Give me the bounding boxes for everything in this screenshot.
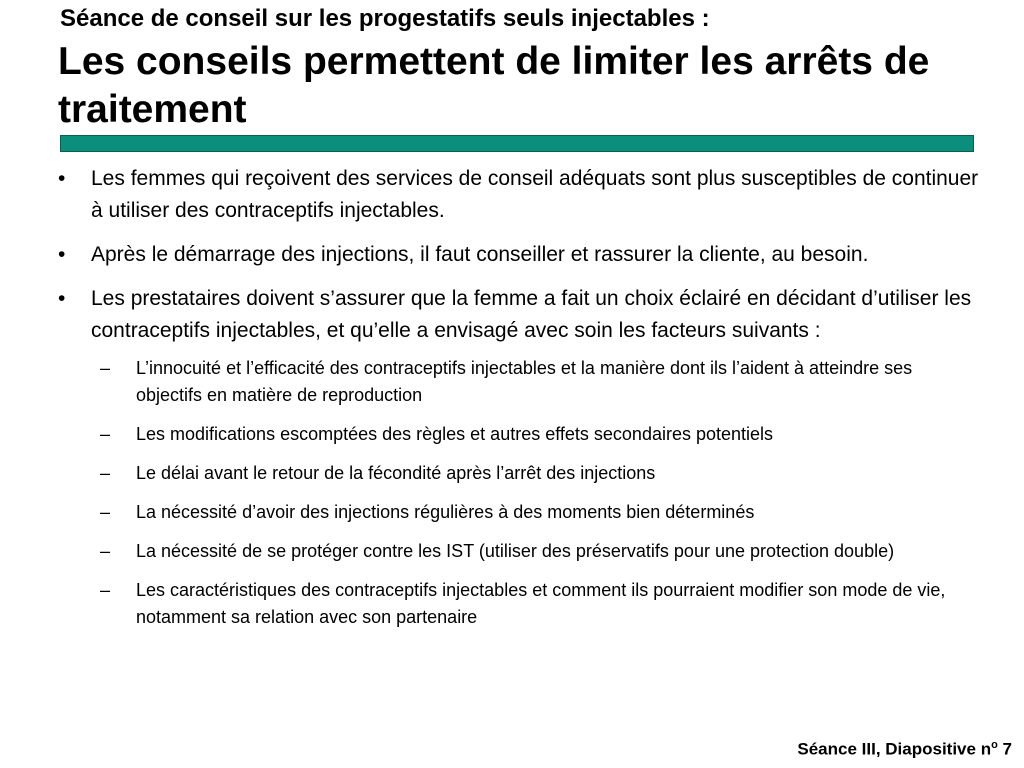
footer-superscript: o — [991, 739, 998, 752]
sub-bullet-marker: – — [100, 463, 111, 483]
sub-bullet-marker: – — [100, 424, 111, 444]
title-divider-bar — [60, 135, 974, 152]
sub-bullet-text: La nécessité de se protéger contre les IST (utiliser des préservatifs pour une protection double) — [136, 541, 895, 561]
bullet-text: Après le démarrage des injections, il faut conseiller et rassurer la cliente, au besoin. — [91, 243, 869, 266]
sub-bullet-item — [56, 538, 981, 565]
slide-content — [56, 163, 981, 643]
sub-bullet-marker: – — [100, 358, 111, 378]
bullet-marker: • — [58, 167, 66, 190]
bullet-item — [56, 283, 981, 347]
sub-bullet-text: Les modifications escomptées des règles et autres effets secondaires potentiels — [136, 424, 774, 444]
sub-bullet-item — [56, 355, 981, 409]
sub-bullet-text: Le délai avant le retour de la fécondité après l’arrêt des injections — [136, 463, 656, 483]
slide-subtitle: Séance de conseil sur les progestatifs seuls injectables : — [60, 5, 710, 32]
bullet-text: Les femmes qui reçoivent des services de conseil adéquats sont plus susceptibles de continuer à utiliser des contraceptifs injectables. — [91, 167, 979, 222]
bullet-marker: • — [58, 243, 66, 266]
sub-bullet-text: L’innocuité et l’efficacité des contraceptifs injectables et la manière dont ils l’aident à atteindre ses objectifs en matière de reproduction — [136, 358, 913, 405]
footer-label: Séance III, Diapositive n — [797, 740, 992, 759]
bullet-item — [56, 239, 981, 271]
sub-bullet-marker: – — [100, 541, 111, 561]
bullet-marker: • — [58, 287, 66, 310]
slide-title: Les conseils permettent de limiter les arrêts de traitement — [58, 40, 930, 131]
bullet-text: Les prestataires doivent s’assurer que la femme a fait un choix éclairé en décidant d’utiliser les contraceptifs injectables, et qu’elle a envisagé avec soin les facteurs suivants : — [91, 287, 972, 342]
sub-bullet-item — [56, 499, 981, 526]
bullet-item — [56, 163, 981, 227]
sub-bullet-item — [56, 577, 981, 631]
footer-slide-number: 7 — [997, 740, 1012, 759]
slide-footer — [797, 735, 1012, 760]
sub-bullet-item — [56, 421, 981, 448]
sub-bullet-marker: – — [100, 580, 111, 600]
sub-bullet-text: La nécessité d’avoir des injections régulières à des moments bien déterminés — [136, 502, 755, 522]
sub-bullet-item — [56, 460, 981, 487]
sub-bullet-text: Les caractéristiques des contraceptifs injectables et comment ils pourraient modifier son mode de vie, notamment sa relation avec son partenaire — [136, 580, 946, 627]
sub-bullet-marker: – — [100, 502, 111, 522]
